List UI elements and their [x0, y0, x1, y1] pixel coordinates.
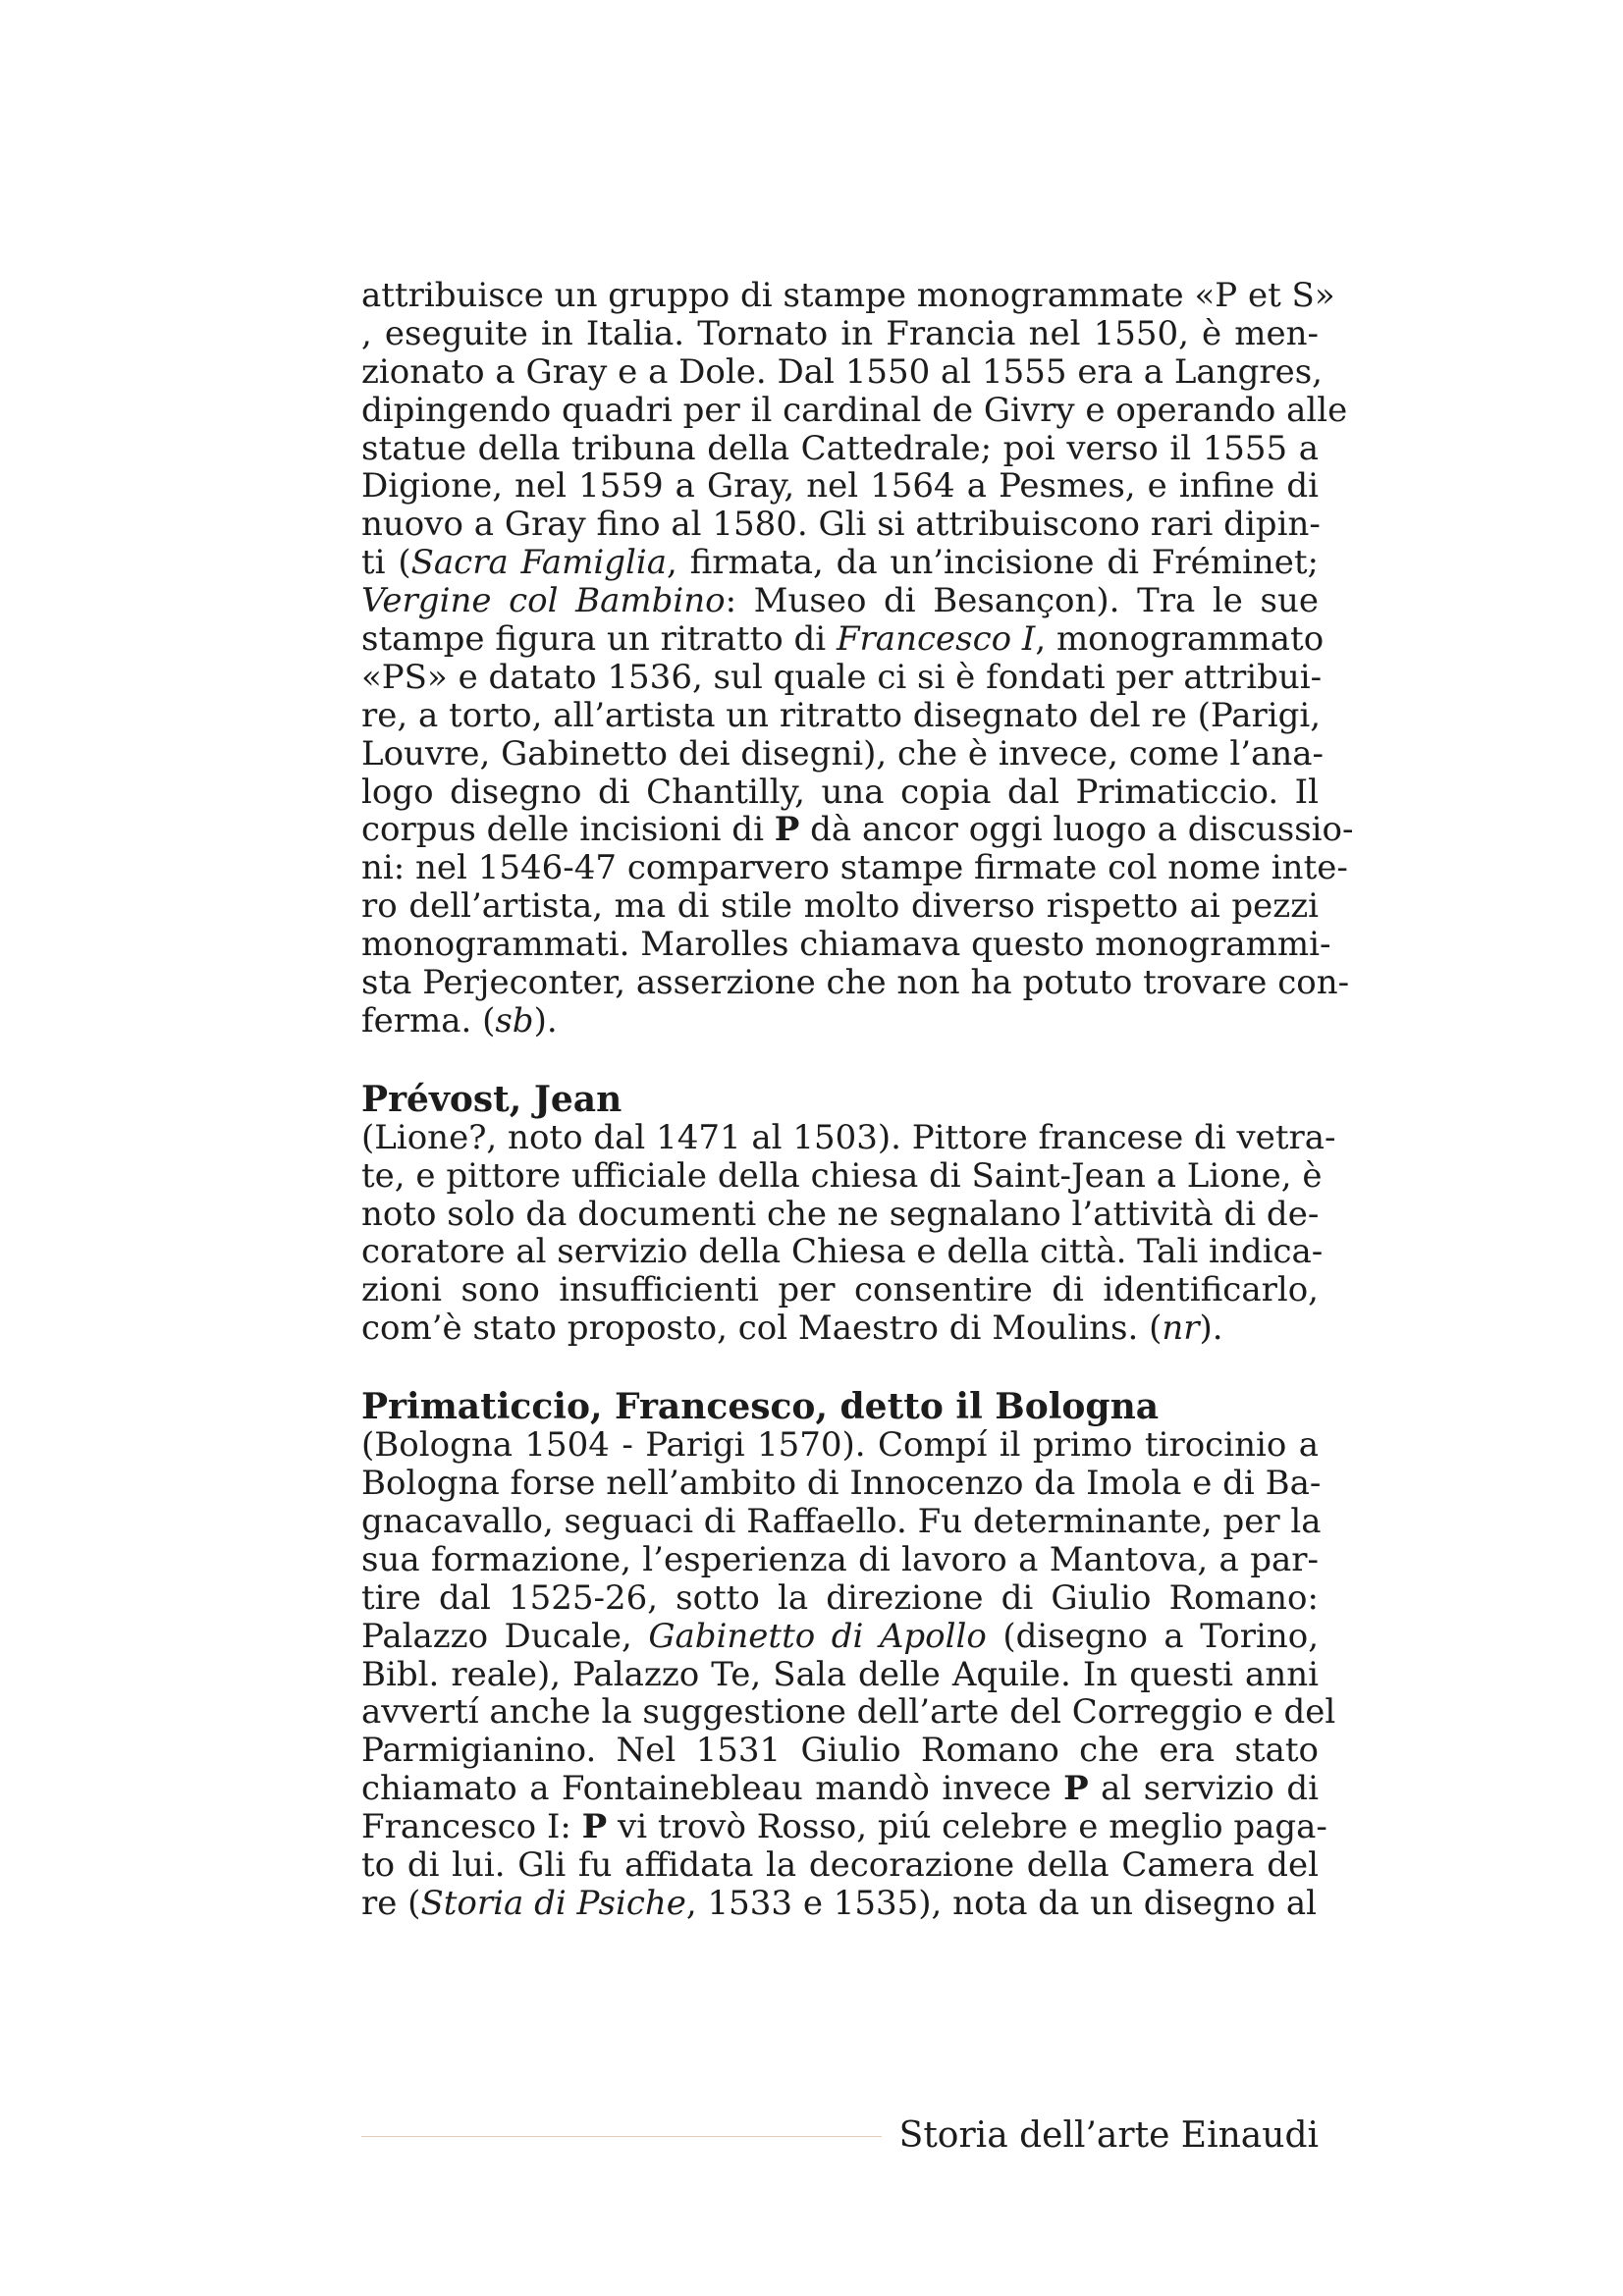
entry-prevost-jean — [361, 1078, 1336, 1349]
text-line: tire dal 1525-26, sotto la direzione di Giulio Romano: — [361, 1577, 1319, 1618]
text-line: stampe figura un ritratto di Francesco I, monogrammato — [361, 619, 1325, 660]
footer-title: Storia dell’arte Einaudi — [898, 2115, 1319, 2156]
entry-heading: Prévost, Jean — [361, 1078, 622, 1120]
text-line: ro dell’artista, ma di stile molto diverso rispetto ai pezzi — [361, 886, 1319, 927]
text-line: coratore al servizio della Chiesa e della città. Tali indica- — [361, 1232, 1324, 1272]
text-line: monogrammati. Marolles chiamava questo monogrammi- — [361, 925, 1331, 965]
text-line: «PS» e datato 1536, sul quale ci si è fondati per attribui- — [361, 657, 1323, 697]
entry-text — [361, 1425, 1336, 1923]
bold-text: P — [1063, 1769, 1089, 1809]
bold-text: P — [581, 1807, 608, 1847]
text-line: re, a torto, all’artista un ritratto disegnato del re (Parigi, — [361, 695, 1322, 735]
text-line: Francesco I: P vi trovò Rosso, piú celebre e meglio paga- — [361, 1807, 1327, 1847]
text-line: te, e pittore ufficiale della chiesa di Saint-Jean a Lione, è — [361, 1155, 1323, 1196]
text-line: to di lui. Gli fu affidata la decorazione della Camera del — [361, 1844, 1319, 1885]
entry-continuation — [361, 276, 1354, 1041]
text-line: Parmigianino. Nel 1531 Giulio Romano che era stato — [361, 1731, 1319, 1771]
text-line: statue della tribuna della Cattedrale; poi verso il 1555 a — [361, 428, 1319, 468]
entry-text — [361, 276, 1354, 1041]
text-line: Louvre, Gabinetto dei disegni), che è invece, come l’ana- — [361, 733, 1324, 774]
italic-text: nr — [1162, 1308, 1200, 1349]
text-line: noto solo da documenti che ne segnalano l’attività di de- — [361, 1194, 1320, 1234]
italic-text: Sacra Famiglia — [410, 543, 667, 583]
text-line: ti (Sacra Famiglia, firmata, da un’incisione di Fréminet; — [361, 543, 1319, 583]
text-line: corpus delle incisioni di P dà ancor oggi luogo a discussio- — [361, 810, 1354, 850]
text-line: Bibl. reale), Palazzo Te, Sala delle Aquile. In questi anni — [361, 1654, 1319, 1694]
page-body — [361, 276, 1354, 1923]
text-line: ferma. (sb). — [361, 1000, 558, 1041]
text-line: nuovo a Gray fino al 1580. Gli si attribuiscono rari dipin- — [361, 505, 1321, 545]
entry-heading: Primaticcio, Francesco, detto il Bologna — [361, 1386, 1160, 1428]
italic-text: Storia di Psiche — [420, 1883, 686, 1923]
text-line: (Lione?, noto dal 1471 al 1503). Pittore francese di vetra- — [361, 1117, 1336, 1157]
italic-text: Vergine col Bambino — [361, 581, 726, 621]
italic-text: Francesco I — [836, 619, 1036, 660]
text-line: zionato a Gray e a Dole. Dal 1550 al 1555 era a Langres, — [361, 351, 1323, 392]
bold-text: P — [774, 810, 800, 850]
text-line: Palazzo Ducale, Gabinetto di Apollo (disegno a Torino, — [361, 1616, 1320, 1656]
entry-primaticcio — [361, 1386, 1336, 1923]
text-line: attribuisce un gruppo di stampe monogrammate «P et S» — [361, 276, 1335, 315]
text-line: Vergine col Bambino: Museo di Besançon). Tra le sue — [361, 581, 1320, 621]
text-line: com’è stato proposto, col Maestro di Moulins. (nr). — [361, 1308, 1223, 1349]
text-line: ni: nel 1546-47 comparvero stampe firmate col nome inte- — [361, 848, 1348, 888]
text-line: zioni sono insufficienti per consentire di identificarlo, — [361, 1270, 1319, 1310]
text-line: sta Perjeconter, asserzione che non ha potuto trovare con- — [361, 963, 1350, 1003]
text-line: logo disegno di Chantilly, una copia dal Primaticcio. Il — [361, 772, 1319, 812]
text-line: chiamato a Fontainebleau mandò invece P al servizio di — [361, 1769, 1319, 1809]
text-line: Bologna forse nell’ambito di Innocenzo da Imola e di Ba- — [361, 1464, 1322, 1504]
footer-rule — [361, 2136, 882, 2137]
text-line: Digione, nel 1559 a Gray, nel 1564 a Pesmes, e infine di — [361, 466, 1319, 507]
page-footer — [361, 2112, 1319, 2162]
text-line: , eseguite in Italia. Tornato in Francia nel 1550, è men- — [361, 313, 1319, 353]
text-line: dipingendo quadri per il cardinal de Givry e operando alle — [361, 390, 1348, 430]
italic-text: sb — [495, 1000, 534, 1041]
text-line: gnacavallo, seguaci di Raffaello. Fu determinante, per la — [361, 1501, 1322, 1541]
text-line: avvertí anche la suggestione dell’arte del Correggio e del — [361, 1692, 1336, 1733]
italic-text: Gabinetto di Apollo — [648, 1616, 987, 1656]
text-line: sua formazione, l’esperienza di lavoro a Mantova, a par- — [361, 1539, 1319, 1579]
text-line: (Bologna 1504 - Parigi 1570). Compí il primo tirocinio a — [361, 1425, 1319, 1466]
entry-text — [361, 1117, 1336, 1349]
text-line: re (Storia di Psiche, 1533 e 1535), nota da un disegno al — [361, 1883, 1318, 1923]
